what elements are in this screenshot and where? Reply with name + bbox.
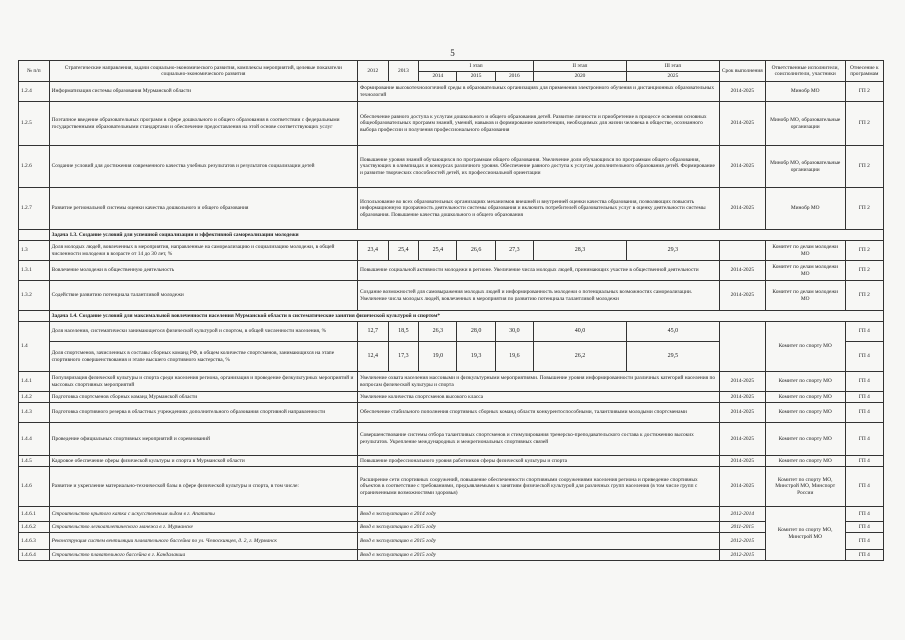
- row-num: 1.4.6.3: [19, 533, 50, 550]
- row-result: Обеспечение равного доступа к услугам дошкольного и общего образования детей. Развитие личности и приобретение в процессе освоения основных общеобразовательных программ знаний, умений, навыков и формирование компетенции, необходимых для жизни человека в обществе, осознанного выбора профессии и получения профессионального образования: [357, 102, 719, 146]
- row-num: 1.4.6: [19, 467, 50, 507]
- row-result: Повышение уровня знаний обучающихся по программам общего образования. Увеличение доли обучающихся по программам общего образования, участвующих в олимпиадах и конкурсах различного уровня. Обеспечение равного доступа к услугам дополнительного образования детей. Формирование и развитие творческих способностей детей, их профессиональной ориентации: [357, 146, 719, 188]
- value-2020: 26,2: [534, 342, 627, 372]
- header-name: Стратегические направления, задачи социально-экономического развития, комплексы мероприятий, целевые показатели социально-экономического развития: [49, 61, 357, 82]
- row-term: 2014-2025: [719, 403, 765, 423]
- row-program: ГП 4: [845, 423, 883, 456]
- table-row: [19, 102, 884, 146]
- row-program: ГП 4: [845, 456, 883, 467]
- task-row: [19, 230, 884, 241]
- row-responsible: Комитет по спорту МО: [765, 456, 845, 467]
- row-responsible: Комитет по спорту МО: [765, 372, 845, 392]
- row-program: ГП 4: [845, 533, 883, 550]
- header-stage-1: I этап: [419, 61, 534, 72]
- row-term: 2014-2025: [719, 467, 765, 507]
- row-responsible: Комитет по спорту МО: [765, 403, 845, 423]
- row-name: Вовлечение молодежи в общественную деятельность: [49, 261, 357, 281]
- row-num: 1.4: [19, 322, 50, 372]
- page-number: 5: [450, 48, 455, 58]
- row-program: ГП 2: [845, 281, 883, 311]
- row-name: Доля спортсменов, зачисленных в составы сборных команд РФ, в общем количестве спортсменов, занимающихся на этапе спортивного совершенствования и этапе высшего спортивного мастерства, %: [49, 342, 357, 372]
- row-result: Увеличение количества спортсменов высокого класса: [357, 392, 719, 403]
- row-num: 1.2.7: [19, 188, 50, 230]
- row-num: 1.4.4: [19, 423, 50, 456]
- row-program: ГП 2: [845, 241, 883, 261]
- row-name: Строительство крытого катка с искусственным льдом в г. Апатиты: [49, 507, 357, 522]
- row-name: Содействие развитию потенциала талантливой молодежи: [49, 281, 357, 311]
- row-name: Развитие региональной системы оценки качества дошкольного и общего образования: [49, 188, 357, 230]
- row-name: Доля населения, систематически занимающегося физической культурой и спортом, в общей численности населения, %: [49, 322, 357, 342]
- row-result: Ввод в эксплуатацию в 2015 году: [357, 533, 719, 550]
- row-term: 2014-2025: [719, 146, 765, 188]
- header-stage-2: II этап: [534, 61, 627, 72]
- table-row: [19, 467, 884, 507]
- program-table: [18, 60, 884, 561]
- value-2020: 40,0: [534, 322, 627, 342]
- row-num: 1.3.1: [19, 261, 50, 281]
- row-num: 1.4.6.2: [19, 522, 50, 533]
- row-term: 2014-2025: [719, 188, 765, 230]
- value-2014: 19,0: [419, 342, 457, 372]
- value-2013: 18,5: [388, 322, 419, 342]
- row-term: 2014-2025: [719, 392, 765, 403]
- row-num: 1.3.2: [19, 281, 50, 311]
- row-name: Информатизация системы образования Мурманской области: [49, 82, 357, 102]
- row-program: ГП 4: [845, 403, 883, 423]
- header-2016: 2016: [495, 72, 533, 82]
- value-2012: 23,4: [357, 241, 388, 261]
- row-responsible: Комитет по спорту МО: [765, 392, 845, 403]
- header-2020: 2020: [534, 72, 627, 82]
- row-responsible: Минобр МО: [765, 82, 845, 102]
- row-result: Повышение профессионального уровня работников сферы физической культуры и спорта: [357, 456, 719, 467]
- row-term: 2011-2015: [719, 522, 765, 533]
- row-responsible: Комитет по спорту МО: [765, 423, 845, 456]
- table-row: [19, 507, 884, 522]
- row-name: Проведение официальных спортивных мероприятий и соревнований: [49, 423, 357, 456]
- row-result: Совершенствование системы отбора талантливых спортсменов и стимулирования тренерско-преподавательского состава к достижению высоких результатов. Укрепление международных и межрегиональных спортивных связей: [357, 423, 719, 456]
- value-2025: 29,5: [626, 342, 719, 372]
- table-row: [19, 372, 884, 392]
- value-2016: 30,0: [495, 322, 533, 342]
- row-num: 1.2.5: [19, 102, 50, 146]
- table-row: [19, 533, 884, 550]
- row-program: ГП 4: [845, 522, 883, 533]
- row-result: Обеспечение стабильного пополнения спортивных сборных команд области конкурентоспособными, талантливыми молодыми спортсменами: [357, 403, 719, 423]
- header-program: Отнесение к программам: [845, 61, 883, 82]
- row-num: 1.4.2: [19, 392, 50, 403]
- table-row: [19, 82, 884, 102]
- table-row: [19, 322, 884, 342]
- row-result: Ввод в эксплуатацию в 2015 году: [357, 550, 719, 561]
- row-responsible: Комитет по делам молодежи МО: [765, 241, 845, 261]
- row-name: Подготовка спортивного резерва в областных учреждениях дополнительного образования спортивной направленности: [49, 403, 357, 423]
- row-name: Популяризация физической культуры и спорта среди населения региона, организация и проведение физкультурных мероприятий и массовых спортивных мероприятий: [49, 372, 357, 392]
- header-stage-3: III этап: [626, 61, 719, 72]
- value-2016: 27,3: [495, 241, 533, 261]
- row-result: Создание возможностей для самовыражения молодых людей и информированность молодежи о потенциальных возможностях самореализации. Увеличение числа молодых людей, вовлеченных в мероприятия по развитию потенциала талантливой молодежи: [357, 281, 719, 311]
- row-program: ГП 4: [845, 342, 883, 372]
- row-num: 1.2.4: [19, 82, 50, 102]
- value-2013: 25,4: [388, 241, 419, 261]
- row-result: Ввод в эксплуатацию в 2014 году: [357, 507, 719, 522]
- table-header-row: [19, 61, 884, 72]
- row-term: 2014-2025: [719, 102, 765, 146]
- row-term: 2014-2025: [719, 456, 765, 467]
- row-responsible: Минобр МО: [765, 188, 845, 230]
- row-num: 1.4.5: [19, 456, 50, 467]
- row-term: 2014-2025: [719, 82, 765, 102]
- table-row: [19, 281, 884, 311]
- table-row: [19, 550, 884, 561]
- value-2015: 26,6: [457, 241, 495, 261]
- row-name: Кадровое обеспечение сферы физической культуры и спорта в Мурманской области: [49, 456, 357, 467]
- row-name: Развитие и укрепление материально-технической базы в сфере физической культуры и спорта, в том числе:: [49, 467, 357, 507]
- value-2014: 26,3: [419, 322, 457, 342]
- header-num: № п/п: [19, 61, 50, 82]
- row-num: 1.4.3: [19, 403, 50, 423]
- row-name: Поэтапное введение образовательных программ в сфере дошкольного и общего образования в соответствии с федеральными государственными образовательными стандартами и обеспечение предоставления на этой основе соответствующих услуг: [49, 102, 357, 146]
- value-2012: 12,4: [357, 342, 388, 372]
- value-2016: 19,6: [495, 342, 533, 372]
- value-2015: 28,0: [457, 322, 495, 342]
- header-term: Срок выполнения: [719, 61, 765, 82]
- row-name: Доля молодых людей, вовлеченных в мероприятия, направленные на самореализацию и социализацию молодежи, в общей численности молодежи в возрасте от 14 до 30 лет, %: [49, 241, 357, 261]
- row-term: 2012-2014: [719, 507, 765, 522]
- row-responsible: Комитет по спорту МО, Минстрой МО, Минспорт России: [765, 467, 845, 507]
- row-responsible: Минобр МО, образовательные организации: [765, 146, 845, 188]
- value-2012: 12,7: [357, 322, 388, 342]
- row-responsible: Комитет по спорту МО, Минстрой МО: [765, 507, 845, 561]
- header-2014: 2014: [419, 72, 457, 82]
- row-term: 2014-2025: [719, 281, 765, 311]
- header-2025: 2025: [626, 72, 719, 82]
- table-row: [19, 241, 884, 261]
- row-responsible: Комитет по делам молодежи МО: [765, 261, 845, 281]
- row-term: 2012-2015: [719, 550, 765, 561]
- row-name: Создание условий для достижения современного качества учебных результатов и результатов социализации детей: [49, 146, 357, 188]
- row-program: ГП 4: [845, 392, 883, 403]
- row-name: Подготовка спортсменов сборных команд Мурманской области: [49, 392, 357, 403]
- row-program: ГП 2: [845, 188, 883, 230]
- row-term: 2014-2025: [719, 372, 765, 392]
- value-2013: 17,3: [388, 342, 419, 372]
- row-program: ГП 4: [845, 372, 883, 392]
- table-row: [19, 403, 884, 423]
- row-program: ГП 2: [845, 146, 883, 188]
- value-2025: 29,3: [626, 241, 719, 261]
- value-2020: 28,3: [534, 241, 627, 261]
- row-result: Использование во всех образовательных организациях механизмов внешней и внутренней оценки качества образования, позволяющих повысить информационную прозрачность деятельности системы образования и включить потребителей образовательных услуг в оценку деятельности системы образования. Повышение качества дошкольного и общего образования: [357, 188, 719, 230]
- row-result: Увеличение охвата населения массовыми и физкультурными мероприятиями. Повышение уровня информированности различных категорий населения по вопросам физической культуры и спорта: [357, 372, 719, 392]
- row-num: 1.4.1: [19, 372, 50, 392]
- table-row: [19, 522, 884, 533]
- row-responsible: Комитет по делам молодежи МО: [765, 281, 845, 311]
- row-term: 2014-2025: [719, 261, 765, 281]
- row-term: 2012-2015: [719, 533, 765, 550]
- header-2013: 2013: [388, 61, 419, 82]
- row-program: ГП 4: [845, 467, 883, 507]
- row-responsible: Минобр МО, образовательные организации: [765, 102, 845, 146]
- row-responsible: Комитет по спорту МО: [765, 322, 845, 372]
- table-row: [19, 456, 884, 467]
- row-num: 1.4.6.4: [19, 550, 50, 561]
- row-name: Строительство плавательного бассейна в г. Кандалакша: [49, 550, 357, 561]
- table-row: [19, 146, 884, 188]
- row-name: Реконструкция систем вентиляции плавательного бассейна по ул. Челюскинцев, д. 2, г. Мурманск: [49, 533, 357, 550]
- row-program: ГП 4: [845, 322, 883, 342]
- row-result: Расширение сети спортивных сооружений, повышение обеспеченности спортивными сооружениями населения региона и приведение спортивных объектов в соответствие с требованиями, предъявляемыми к занятиям физической культурой для различных групп населения (в том числе групп с ограниченными возможностями здоровья): [357, 467, 719, 507]
- header-2012: 2012: [357, 61, 388, 82]
- row-program: ГП 2: [845, 261, 883, 281]
- table-row: [19, 261, 884, 281]
- row-program: ГП 2: [845, 102, 883, 146]
- header-responsible: Ответственные исполнители, соисполнители, участники: [765, 61, 845, 82]
- row-program: ГП 2: [845, 82, 883, 102]
- row-name: Строительство легкоатлетического манежа в г. Мурманске: [49, 522, 357, 533]
- row-num: 1.4.6.1: [19, 507, 50, 522]
- row-program: ГП 4: [845, 507, 883, 522]
- value-2025: 45,0: [626, 322, 719, 342]
- table-row: [19, 188, 884, 230]
- row-result: Ввод в эксплуатацию в 2015 году: [357, 522, 719, 533]
- header-2015: 2015: [457, 72, 495, 82]
- value-2015: 19,3: [457, 342, 495, 372]
- task-row: [19, 311, 884, 322]
- row-term: 2014-2025: [719, 423, 765, 456]
- row-result: Повышение социальной активности молодежи в регионе. Увеличение числа молодых людей, принимающих участие в общественной деятельности: [357, 261, 719, 281]
- table-row: [19, 423, 884, 456]
- task-heading: Задача 1.4. Создание условий для максимальной вовлеченности населения Мурманской области в систематические занятия физической культурой и спортом*: [49, 311, 883, 322]
- row-num: 1.2.6: [19, 146, 50, 188]
- row-program: ГП 4: [845, 550, 883, 561]
- value-2014: 25,4: [419, 241, 457, 261]
- row-num: 1.3: [19, 241, 50, 261]
- table-row: [19, 392, 884, 403]
- task-heading: Задача 1.3. Создание условий для успешной социализации и эффективной самореализации молодежи: [49, 230, 883, 241]
- row-result: Формирование высокотехнологичной среды в образовательных организациях для применения электронного обучения и дистанционных образовательных технологий: [357, 82, 719, 102]
